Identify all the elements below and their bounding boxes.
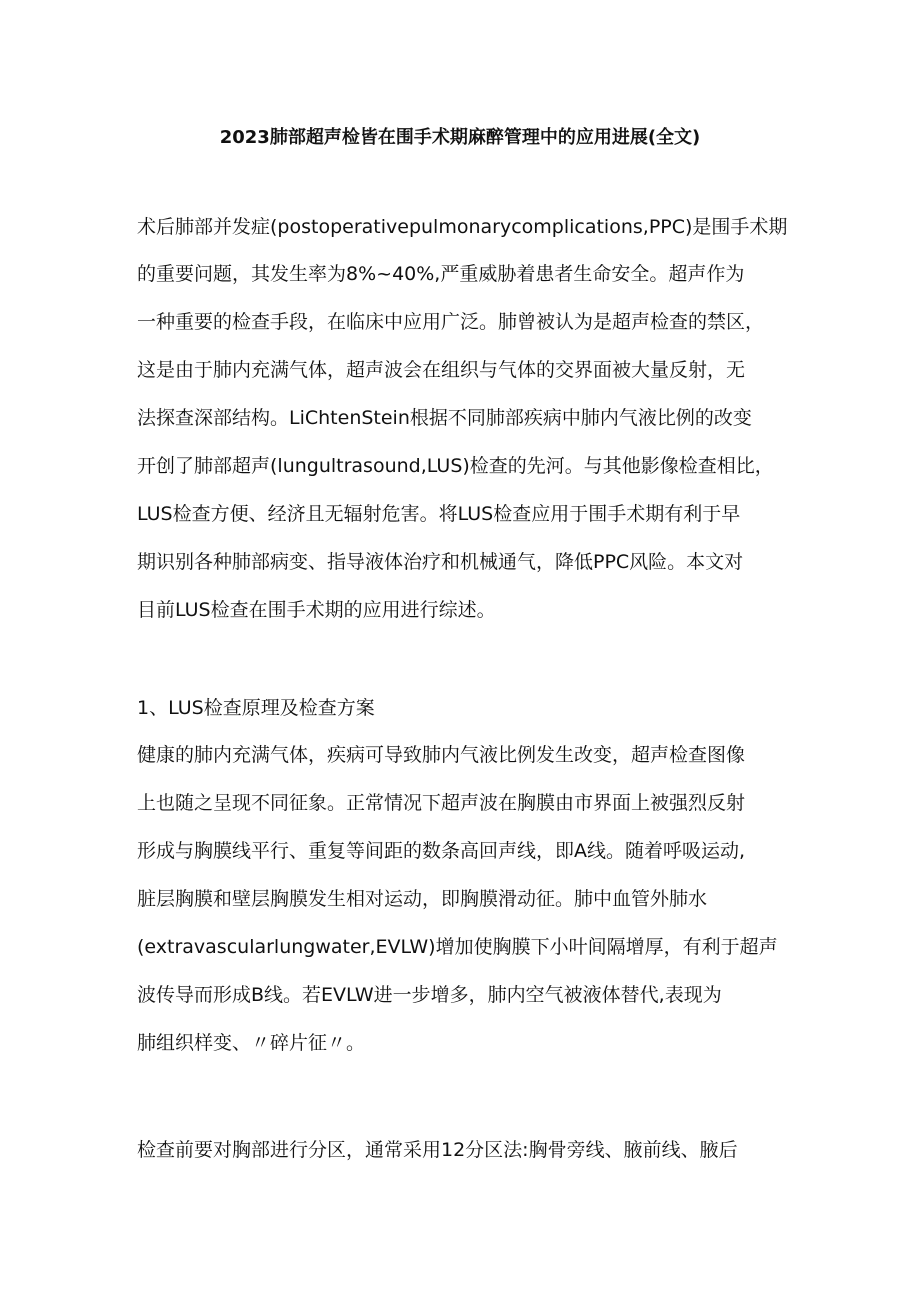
- section-line-3: 形成与胸膜线平行、重复等间距的数条高回声线，即A线。随着呼吸运动,: [137, 840, 746, 862]
- section-line-6: 波传导而形成B线。若EVLW进一步增多，肺内空气被液体替代,表现为: [137, 984, 722, 1006]
- intro-line-4: 这是由于肺内充满气体，超声波会在组织与气体的交界面被大量反射，无: [137, 359, 746, 381]
- intro-line-1: 术后肺部并发症(postoperativepulmonarycomplications,PPC)是围手术期: [137, 216, 788, 238]
- intro-line-7: LUS检查方便、经济且无辐射危害。将LUS检查应用于围手术期有利于早: [137, 503, 741, 525]
- intro-line-2: 的重要问题，其发生率为8%~40%,严重威胁着患者生命安全。超声作为: [137, 263, 745, 285]
- intro-line-5: 法探查深部结构。LiChtenStein根据不同肺部疾病中肺内气液比例的改变: [137, 407, 752, 429]
- section-line-7: 肺组织样变、〃碎片征〃。: [137, 1032, 366, 1054]
- section-line-2: 上也随之呈现不同征象。正常情况下超声波在胸膜由市界面上被强烈反射: [137, 792, 746, 814]
- intro-line-9: 目前LUS检查在围手术期的应用进行综述。: [137, 599, 496, 621]
- intro-line-3: 一种重要的检查手段，在临床中应用广泛。肺曾被认为是超声检查的禁区，: [137, 311, 765, 333]
- intro-line-6: 开创了肺部超声(lungultrasound,LUS)检查的先河。与其他影像检查相比，: [137, 455, 774, 477]
- section-heading: 1、LUS检查原理及检查方案: [137, 697, 375, 719]
- section-line-5: (extravascularlungwater,EVLW)增加使胸膜下小叶间隔增厚，有利于超声: [137, 936, 778, 958]
- section-line-4: 脏层胸膜和壁层胸膜发生相对运动，即胸膜滑动征。肺中血管外肺水: [137, 888, 708, 910]
- section-b-line-1: 检查前要对胸部进行分区，通常采用12分区法:胸骨旁线、腋前线、腋后: [137, 1139, 738, 1161]
- document-title: 2023肺部超声检皆在围手术期麻醉管理中的应用进展(全文): [219, 127, 701, 148]
- intro-line-8: 期识别各种肺部病变、指导液体治疗和机械通气，降低PPC风险。本文对: [137, 551, 744, 573]
- section-line-1: 健康的肺内充满气体，疾病可导致肺内气液比例发生改变，超声检查图像: [137, 744, 746, 766]
